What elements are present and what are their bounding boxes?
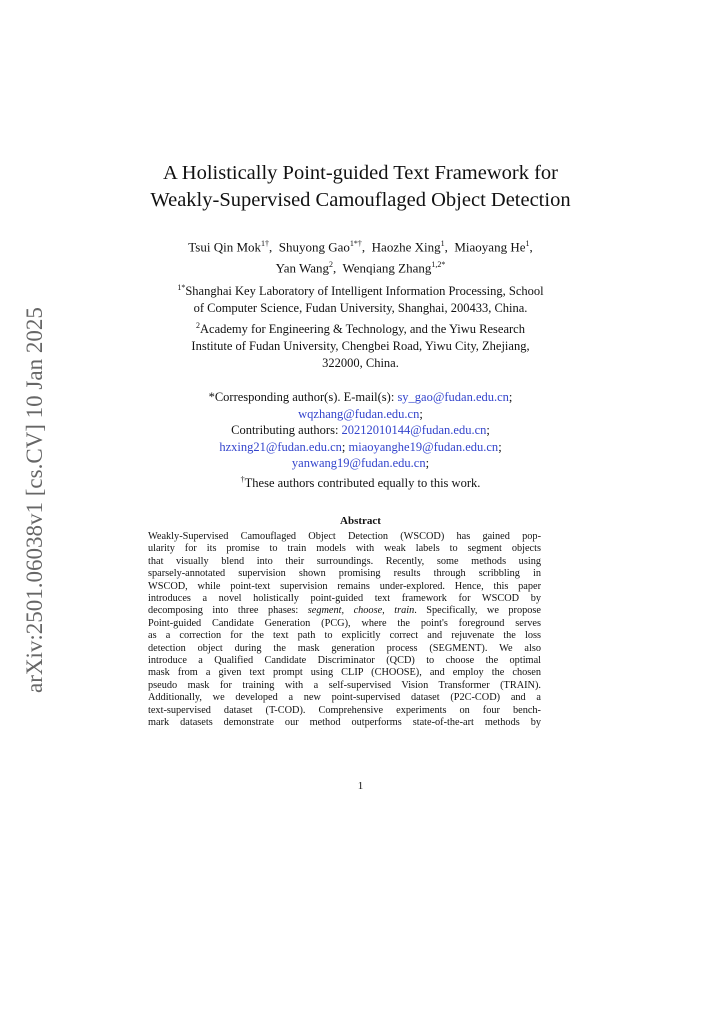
email-link[interactable]: sy_gao@fudan.edu.cn [397,390,509,404]
abstract-line-part: . Specifically, we propose [414,605,541,617]
abstract-line: Weakly-Supervised Camouflaged Object Detection (WSCOD) has gained pop- [148,531,541,542]
corr-prefix: *Corresponding author(s). E-mail(s): [208,390,398,404]
abstract-line: mark datasets demonstrate our method outperforms state-of-the-art methods by [148,717,541,729]
affil-2-line-3: 322000, China. [322,356,399,371]
arxiv-sidebar-stamp: arXiv:2501.06038v1 [cs.CV] 10 Jan 2025 [22,307,47,693]
abstract-body [148,531,541,730]
email-link[interactable]: hzxing21@fudan.edu.cn [219,439,342,454]
abstract-line: introduces a novel holistically point-guided text framework for WSCOD by [148,593,541,605]
email-link[interactable]: wqzhang@fudan.edu.cn [298,406,420,421]
abstract-line: WSCOD, while point-text supervision remains under-explored. Hence, this paper [148,580,541,592]
abstract-line: that visually blend into their surroundings. Recently, some methods using [148,555,541,567]
abstract-line: introduce a Qualified Candidate Discriminator (QCD) to choose the optimal [148,655,541,667]
affil-2-line-1: Academy for Engineering & Technology, and the Yiwu Research [200,322,525,337]
abstract-line: as a correction for the text path to explicitly correct and rejuvenate the loss [148,630,541,642]
affil-sup: 2 [196,321,201,331]
author-name: Miaoyang He [454,239,526,255]
correspondence-block: *Corresponding author(s). E-mail(s): sy_gao@fudan.edu.cn; wqzhang@fudan.edu.cn; Contributing authors: 20212010144@fudan.edu.cn; hzxing21@fudan.edu.cn; miaoyanghe19@fudan.edu.cn; yanwang19@fudan.edu.cn; †These authors contributed equally to this work. [208,390,513,490]
affiliations [0,279,721,372]
title-line-2: Weakly-Supervised Camouflaged Object Detection [150,189,571,211]
abstract-line-part: decomposing into three phases: [148,605,308,617]
abstract-phases-emphasis: segment, choose, train [307,605,415,617]
abstract-line: sparsely-annotated supervision shown promising results through scribbling in [148,568,541,580]
affil-2-line-2: Institute of Fudan University, Chengbei Road, Yiwu City, Zhejiang, [191,339,530,354]
abstract-line [148,605,541,617]
contrib-prefix: Contributing authors: [231,423,342,437]
page-number: 1 [357,780,364,792]
author-sup: 1 [440,239,445,248]
affil-1-line-1: Shanghai Key Laboratory of Intelligent Information Processing, School [185,284,544,299]
author-sup: 1,2* [431,260,446,270]
abstract-line: pseudo mask for training with a self-supervised Vision Transformer (TRAIN). [148,679,541,691]
author-sup: 1 [525,239,530,248]
abstract-line: Point-guided Candidate Generation (PCG), where the point's foreground serves [148,617,541,629]
abstract-line: Additionally, we developed a new point-supervised dataset (P2C-COD) and a [148,692,541,704]
author-sup: 1*† [349,239,362,248]
affil-1-line-2: of Computer Science, Fudan University, Shanghai, 200433, China. [193,301,528,316]
paper-title [0,160,721,214]
affil-sup: 1* [177,283,186,292]
author-name: Haozhe Xing [371,239,441,255]
author-name: Wenqiang Zhang [342,260,432,276]
equal-contrib-note: These authors contributed equally to this work. [244,475,481,490]
author-name: Yan Wang [275,260,329,276]
author-list: Tsui Qin Mok$^{1\dagger}$, Shuyong Gao$^{1*\dagger}$, Haozhe Xing$^1$, Miaoyang He$^1$, Yan Wang$^2$, Wenqiang Zhang$^{1,2*}$ [188,239,533,276]
email-link[interactable]: 20212010144@fudan.edu.cn [341,423,487,437]
abstract-heading: Abstract [340,515,381,527]
author-name: Tsui Qin Mok [188,239,262,255]
author-sup: 2 [329,260,333,270]
email-link[interactable]: yanwang19@fudan.edu.cn [291,456,426,470]
title-line-1: A Holistically Point-guided Text Framework for [162,162,559,184]
author-sup: 1† [261,239,270,248]
email-link[interactable]: miaoyanghe19@fudan.edu.cn [348,439,499,454]
abstract-line: ularity for its promise to train models with weak labels to segment objects [148,543,541,555]
author-name: Shuyong Gao [278,239,350,255]
equal-sup: † [240,474,245,484]
abstract-line: mask from a given text prompt using CLIP (CHOOSE), and employ the chosen [148,667,541,679]
abstract-line: detection object during the mask generation process (SEGMENT). We also [148,642,541,654]
abstract-line: text-supervised dataset (T-COD). Comprehensive experiments on four bench- [148,704,541,716]
